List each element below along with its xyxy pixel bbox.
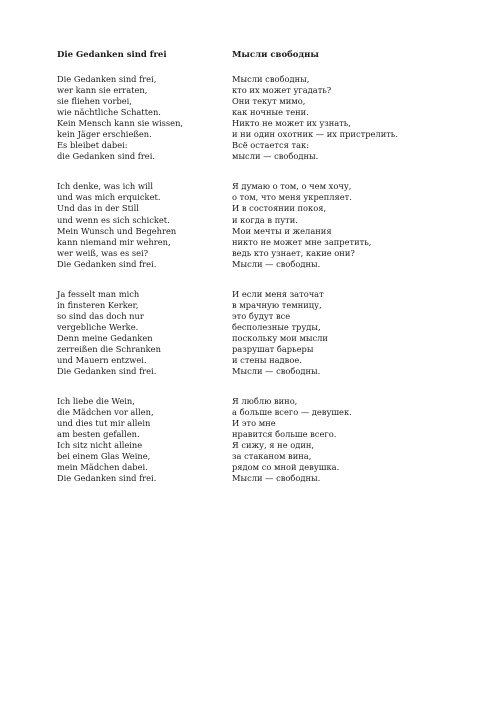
poem-line: Мысли — свободны. [232, 366, 321, 377]
poem-line: Ich denke, was ich will [57, 181, 153, 192]
poem-line: Мысли — свободны. [232, 473, 321, 484]
poem-line: und Mauern entzwei. [57, 355, 147, 366]
poem-line: und wenn es sich schicket. [57, 214, 170, 225]
german-stanzas [57, 74, 222, 485]
poem-line: а больше всего — девушек. [232, 407, 352, 418]
poem-line: и когда в пути. [232, 214, 298, 225]
poem-line: в мрачную темницу, [232, 299, 322, 310]
poem-line: за стаканом вина, [232, 451, 312, 462]
poem-line: и ни один охотник — их пристрелить. [232, 129, 398, 140]
poem-line: Я сижу, я не один, [232, 440, 315, 451]
poem-line: мысли — свободны. [232, 151, 319, 162]
poem-line: никто не может мне запретить, [232, 236, 372, 247]
poem-line: Die Gedanken sind frei. [57, 473, 157, 484]
poem-line: Und das in der Still [57, 203, 139, 214]
poem-line: zerreißen die Schranken [57, 343, 161, 354]
poem-line: Die Gedanken sind frei. [57, 366, 157, 377]
poem-line: Никто не может их узнать, [232, 118, 351, 129]
poem-line: die Mädchen vor allen, [57, 407, 154, 418]
poem-line: Мысли свободны, [232, 74, 310, 84]
poem-line: нравится больше всего. [232, 429, 337, 440]
poem-line: Kein Mensch kann sie wissen, [57, 118, 184, 129]
poem-line: wer weiß, was es sei? [57, 247, 149, 258]
poem-line: kein Jäger erschießen. [57, 129, 152, 140]
poem-line: wie nächtliche Schatten. [57, 107, 161, 118]
poem-line: Я думаю о том, о чем хочу, [232, 181, 352, 192]
russian-stanzas [232, 74, 437, 485]
russian-poem-column [232, 50, 437, 485]
german-poem-title: Die Gedanken sind frei [57, 50, 167, 60]
poem-line: разрушат барьеры [232, 343, 314, 354]
russian-stanza-4 [232, 396, 437, 484]
russian-stanza-1 [232, 74, 437, 162]
german-stanza-4 [57, 396, 222, 484]
poem-line: mein Mädchen dabei. [57, 462, 148, 473]
poem-line: поскольку мои мысли [232, 332, 328, 343]
poem-line: это будут все [232, 310, 291, 321]
poem-line: Я люблю вино, [232, 396, 298, 407]
poem-line: Мысли — свободны. [232, 258, 321, 269]
poem-line: Es bleibet dabei: [57, 140, 128, 151]
poem-line: и стены надвое. [232, 355, 302, 366]
poem-line: und dies tut mir allein [57, 418, 151, 429]
german-poem-column [57, 50, 222, 485]
poem-line: бесполезные труды, [232, 321, 321, 332]
poem-line: Ich liebe die Wein, [57, 396, 135, 407]
german-stanza-1 [57, 74, 222, 162]
poem-line: И если меня заточат [232, 288, 324, 299]
poem-line: am besten gefallen. [57, 429, 140, 440]
poem-line: Denn meine Gedanken [57, 332, 153, 343]
poem-line: ведь кто узнает, какие они? [232, 247, 355, 258]
poem-line: vergebliche Werke. [57, 321, 139, 332]
poem-line: Они текут мимо, [232, 96, 306, 107]
poem-line: kann niemand mir wehren, [57, 236, 171, 247]
poem-line: Ja fesselt man mich [57, 288, 140, 299]
poem-line: wer kann sie erraten, [57, 85, 148, 96]
poem-line: Мои мечты и желания [232, 225, 332, 236]
poem-line: Die Gedanken sind frei. [57, 258, 157, 269]
poem-line: bei einem Glas Weine, [57, 451, 151, 462]
poem-line: Ich sitz nicht alleine [57, 440, 143, 451]
poem-line: как ночные тени. [232, 107, 309, 118]
poem-line: И в состоянии покоя, [232, 203, 327, 214]
poem-line: Die Gedanken sind frei, [57, 74, 157, 84]
poem-line: рядом со мной девушка. [232, 462, 340, 473]
poem-line: und was mich erquicket. [57, 192, 161, 203]
german-stanza-3 [57, 289, 222, 377]
poem-line: die Gedanken sind frei. [57, 151, 156, 162]
poem-line: so sind das doch nur [57, 310, 144, 321]
poem-line: кто их может угадать? [232, 85, 332, 96]
poem-line: in finsteren Kerker, [57, 299, 139, 310]
russian-stanza-2 [232, 181, 437, 269]
russian-stanza-3 [232, 289, 437, 377]
poem-line: Всё остается так: [232, 140, 310, 151]
poem-line: Mein Wunsch und Begehren [57, 225, 177, 236]
poem-line: о том, что меня укрепляет. [232, 192, 352, 203]
poem-line: sie fliehen vorbei, [57, 96, 132, 107]
russian-poem-title: Мысли свободны [232, 50, 319, 60]
poem-line: И это мне [232, 418, 276, 429]
german-stanza-2 [57, 181, 222, 269]
